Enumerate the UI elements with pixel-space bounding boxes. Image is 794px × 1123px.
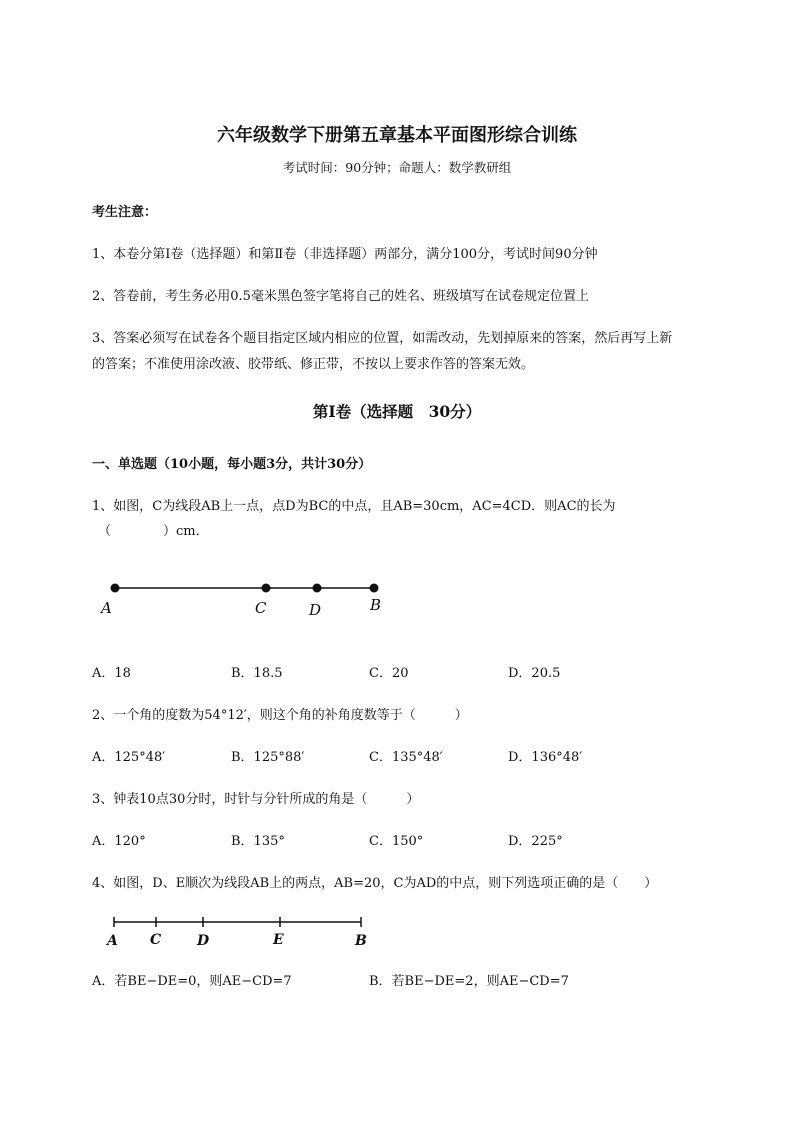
question-1-option-a: A．18 xyxy=(92,666,131,681)
question-1-stem: 1、如图，C为线段AB上一点，点D为BC的中点，且AB=30cm，AC=4CD．则AC的长为 xyxy=(92,499,616,514)
question-2-option-c: C．135°48′ xyxy=(369,750,443,765)
point-b xyxy=(370,584,379,593)
point-a xyxy=(111,584,120,593)
question-1-blank: （ ）cm． xyxy=(98,524,209,539)
notice-item-1: 1、本卷分第I卷（选择题）和第Ⅱ卷（非选择题）两部分，满分100分，考试时间90分钟 xyxy=(92,247,598,262)
question-3-option-c: C．150° xyxy=(369,834,424,849)
question-4-stem: 4、如图，D、E顺次为线段AB上的两点，AB=20，C为AD的中点，则下列选项正确的是（ ） xyxy=(92,876,658,891)
label-d-4: D xyxy=(197,933,210,949)
question-2-option-a: A．125°48′ xyxy=(92,750,166,765)
question-3-option-d: D．225° xyxy=(508,834,563,849)
notice-heading: 考生注意： xyxy=(92,205,158,220)
point-c xyxy=(262,584,271,593)
question-2-option-d: D．136°48′ xyxy=(508,750,583,765)
notice-item-3-cont: 的答案；不准使用涂改液、胶带纸、修正带，不按以上要求作答的答案无效。 xyxy=(92,357,535,372)
question-2-option-b: B．125°88′ xyxy=(231,750,305,765)
question-3-stem: 3、钟表10点30分时，时针与分针所成的角是（ ） xyxy=(92,792,420,807)
label-c-4: C xyxy=(150,932,162,948)
figure-4-segment xyxy=(105,917,367,949)
label-b: B xyxy=(370,596,382,614)
label-a: A xyxy=(101,599,112,617)
exam-info: 考试时间：90分钟；命题人：数学教研组 xyxy=(282,160,512,175)
question-1-option-b: B．18.5 xyxy=(231,666,283,681)
section-title: 第I卷（选择题 30分） xyxy=(312,402,482,421)
label-b-4: B xyxy=(355,933,367,949)
question-3-option-b: B．135° xyxy=(231,834,285,849)
label-d: D xyxy=(309,601,322,619)
notice-item-3: 3、答案必须写在试卷各个题目指定区域内相应的位置，如需改动，先划掉原来的答案，然后再写上新 xyxy=(92,331,673,346)
point-d xyxy=(313,584,322,593)
question-2-stem: 2、一个角的度数为54°12′，则这个角的补角度数等于（ ） xyxy=(92,708,468,723)
figure-1-segment xyxy=(99,584,381,620)
question-3-option-a: A．120° xyxy=(92,834,146,849)
label-e-4: E xyxy=(273,932,284,948)
notice-item-2: 2、答卷前，考生务必用0.5毫米黑色签字笔将自己的姓名、班级填写在试卷规定位置上 xyxy=(92,289,589,304)
label-c: C xyxy=(255,599,267,617)
label-a-4: A xyxy=(107,933,118,949)
question-4-option-a: A．若BE−DE=0，则AE−CD=7 xyxy=(92,974,292,989)
part-heading: 一、单选题（10小题，每小题3分，共计30分） xyxy=(92,457,372,472)
question-1-option-d: D．20.5 xyxy=(508,666,561,681)
question-4-option-b: B．若BE−DE=2，则AE−CD=7 xyxy=(369,974,569,989)
page-title: 六年级数学下册第五章基本平面图形综合训练 xyxy=(217,125,577,146)
question-1-option-c: C．20 xyxy=(369,666,409,681)
